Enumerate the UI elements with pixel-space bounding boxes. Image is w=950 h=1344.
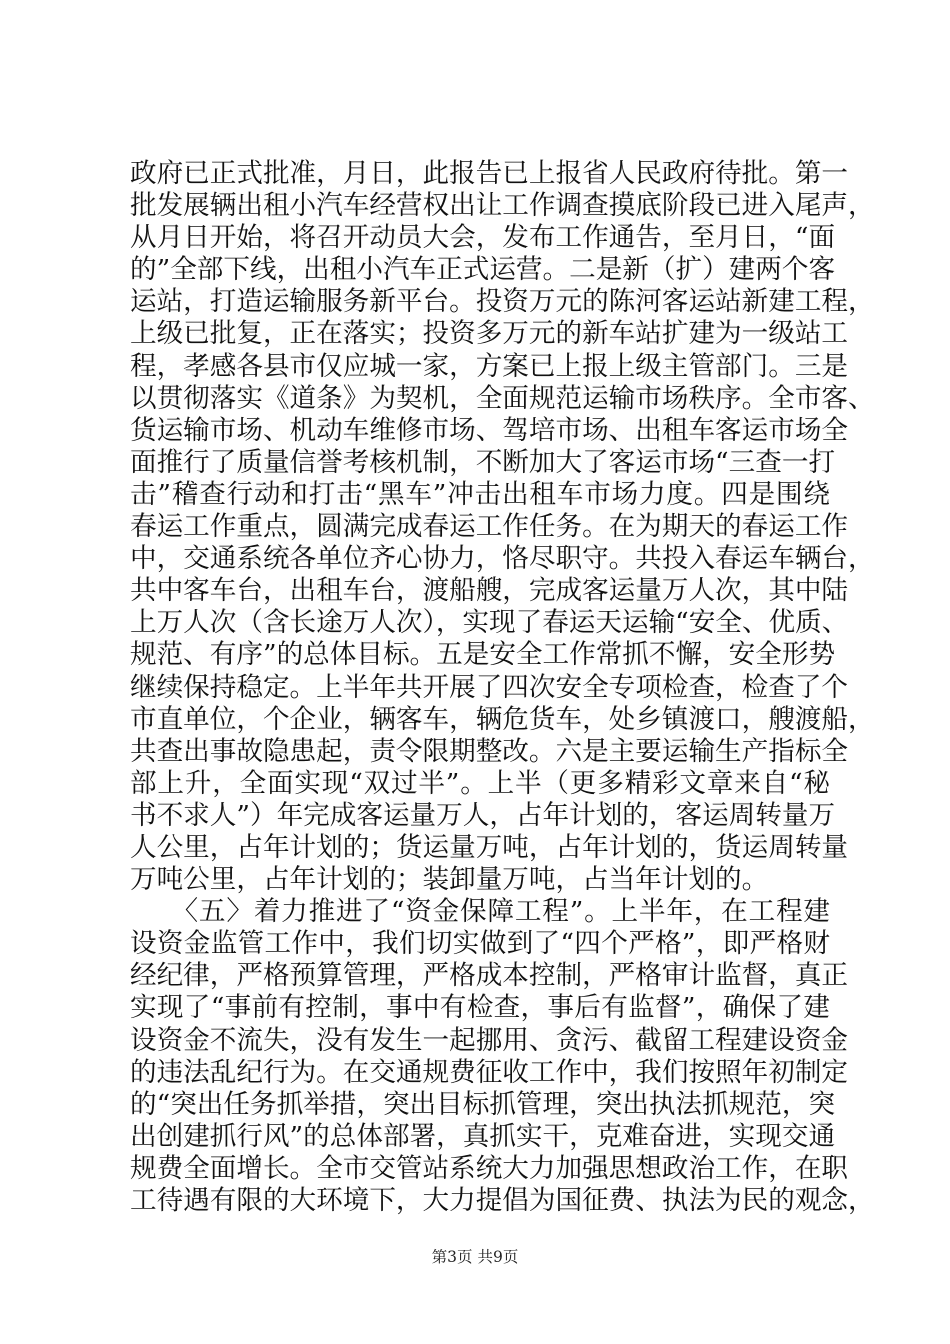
text-line: 中，交通系统各单位齐心协力，恪尽职守。共投入春运车辆台，: [130, 543, 875, 575]
text-line: 经纪律，严格预算管理，严格成本控制，严格审计监督，真正: [130, 960, 849, 992]
text-line: 运站，打造运输服务新平台。投资万元的陈河客运站新建工程，: [130, 286, 875, 318]
text-line: 共中客车台，出租车台，渡船艘，完成客运量万人次，其中陆: [130, 575, 849, 607]
text-line: 面推行了质量信誉考核机制，不断加大了客运市场“三查一打: [130, 446, 836, 478]
text-line: 人公里，占年计划的；货运量万吨，占年计划的，货运周转量: [130, 831, 849, 863]
page-number-footer: 第3页 共9页: [431, 1248, 519, 1266]
text-line: 从月日开始，将召开动员大会，发布工作通告，至月日，“面: [130, 222, 836, 254]
text-line: 上级已批复，正在落实；投资多万元的新车站扩建为一级站工: [130, 318, 849, 350]
text-line: 出创建抓行风”的总体部署，真抓实干，克难奋进，实现交通: [130, 1120, 836, 1152]
text-line: 书不求人”）年完成客运量万人，占年计划的，客运周转量万: [130, 799, 836, 831]
text-line: 批发展辆出租小汽车经营权出让工作调查摸底阶段已进入尾声，: [130, 190, 875, 222]
text-line: 市直单位，个企业，辆客车，辆危货车，处乡镇渡口，艘渡船，: [130, 703, 875, 735]
text-line: 货运输市场、机动车维修市场、驾培市场、出租车客运市场全: [130, 414, 849, 446]
text-line: 的”全部下线，出租小汽车正式运营。二是新（扩）建两个客: [130, 254, 836, 286]
text-line: 工待遇有限的大环境下，大力提倡为国征费、执法为民的观念，: [130, 1185, 875, 1216]
text-line: 设资金不流失，没有发生一起挪用、贪污、截留工程建设资金: [130, 1024, 849, 1056]
text-line: 实现了“事前有控制，事中有检查，事后有监督”，确保了建: [130, 992, 830, 1024]
text-line: 春运工作重点，圆满完成春运工作任务。在为期天的春运工作: [130, 511, 849, 543]
text-line: 规范、有序”的总体目标。五是安全工作常抓不懈，安全形势: [130, 639, 836, 671]
text-line: 以贯彻落实《道条》为契机，全面规范运输市场秩序。全市客、: [130, 382, 875, 414]
text-line: 规费全面增长。全市交管站系统大力加强思想政治工作，在职: [130, 1152, 849, 1184]
text-line: 程，孝感各县市仅应城一家，方案已上报上级主管部门。三是: [130, 350, 849, 382]
document-body: [130, 158, 875, 1217]
text-line: 击”稽查行动和打击“黑车”冲击出租车市场力度。四是围绕: [130, 478, 830, 510]
text-line: 政府已正式批准，月日，此报告已上报省人民政府待批。第一: [130, 158, 849, 189]
text-line: 上万人次（含长途万人次），实现了春运天运输“安全、优质、: [130, 607, 849, 639]
text-line: 的违法乱纪行为。在交通规费征收工作中，我们按照年初制定: [130, 1056, 849, 1088]
text-line: 部上升，全面实现“双过半”。上半（更多精彩文章来自“秘: [130, 767, 830, 799]
text-line: 设资金监管工作中，我们切实做到了“四个严格”，即严格财: [130, 928, 830, 960]
text-line: 共查出事故隐患起，责令限期整改。六是主要运输生产指标全: [130, 735, 849, 767]
text-line: 继续保持稳定。上半年共开展了四次安全专项检查，检查了个: [130, 671, 849, 703]
paragraph-start-line: 〈五〉着力推进了“资金保障工程”。上半年，在工程建: [130, 896, 830, 928]
text-line: 的“突出任务抓举措，突出目标抓管理，突出执法抓规范，突: [130, 1088, 836, 1120]
paragraph-end-line: 万吨公里，占年计划的；装卸量万吨，占当年计划的。: [130, 864, 769, 896]
